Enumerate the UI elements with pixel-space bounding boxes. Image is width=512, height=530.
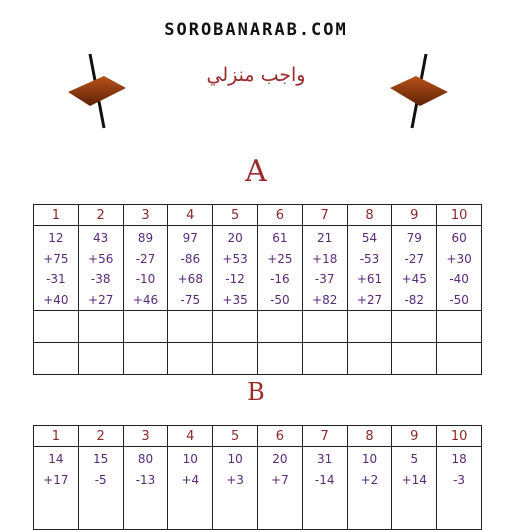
problem-number: 18	[451, 452, 467, 466]
problem-number: 97	[182, 231, 198, 245]
problem-number: -16	[270, 272, 290, 286]
column-number: 10	[437, 205, 482, 226]
problem-number: 60	[451, 231, 467, 245]
problem-cell	[392, 226, 437, 311]
problem-cell	[213, 447, 258, 530]
problem-number: +61	[356, 272, 383, 286]
problem-number: 10	[182, 452, 198, 466]
problem-cell	[123, 447, 168, 530]
column-number: 1	[34, 426, 79, 447]
answer-cell[interactable]	[257, 343, 302, 375]
problem-cell	[437, 447, 482, 530]
problem-number: 80	[137, 452, 154, 466]
column-number: 8	[347, 426, 392, 447]
problem-number: -10	[135, 272, 156, 286]
problem-number: +25	[267, 251, 293, 266]
problem-number: -12	[225, 272, 245, 286]
answer-cell[interactable]	[302, 311, 347, 343]
column-number: 2	[78, 205, 123, 226]
problem-cell	[302, 226, 347, 311]
homework-title: واجب منزلي	[206, 64, 306, 86]
column-number: 4	[168, 426, 213, 447]
column-number: 6	[257, 426, 302, 447]
column-number: 3	[123, 426, 168, 447]
answer-row	[34, 343, 482, 375]
problem-number: 10	[361, 452, 378, 466]
answer-cell[interactable]	[78, 343, 123, 375]
column-number: 6	[257, 205, 302, 226]
problem-number: -3	[453, 472, 466, 487]
problem-number: -40	[449, 272, 469, 286]
problem-number: 12	[48, 231, 64, 245]
problem-number: +2	[360, 472, 379, 487]
answer-cell[interactable]	[34, 311, 79, 343]
problem-number: -14	[314, 472, 335, 487]
problem-number: +27	[356, 292, 383, 307]
site-title: SOROBANARAB.COM	[164, 20, 348, 40]
problem-number: 79	[406, 231, 422, 245]
column-number: 7	[302, 205, 347, 226]
problem-number: +40	[43, 292, 69, 307]
problem-cell	[78, 447, 123, 530]
problem-number: -50	[449, 292, 469, 307]
problem-number: +35	[222, 292, 248, 307]
problem-number: -50	[270, 292, 290, 307]
problem-cell	[78, 226, 123, 311]
problem-number: +82	[312, 292, 338, 307]
problem-number: -53	[359, 251, 380, 266]
problem-number: +53	[222, 251, 248, 266]
problem-number: +3	[226, 472, 244, 487]
problem-number: +27	[88, 292, 114, 307]
problem-cell	[302, 447, 347, 530]
answer-cell[interactable]	[347, 311, 392, 343]
numbers-row	[34, 447, 482, 530]
answer-cell[interactable]	[437, 311, 482, 343]
answer-cell[interactable]	[302, 343, 347, 375]
answer-cell[interactable]	[123, 311, 168, 343]
problem-number: 10	[227, 452, 243, 466]
problem-number: 21	[317, 231, 333, 245]
column-number: 4	[168, 205, 213, 226]
answer-cell[interactable]	[213, 343, 258, 375]
problem-number: +68	[177, 272, 203, 286]
answer-cell[interactable]	[437, 343, 482, 375]
header-row	[34, 205, 482, 226]
answer-cell[interactable]	[347, 343, 392, 375]
answer-cell[interactable]	[213, 311, 258, 343]
problem-number: +17	[43, 472, 69, 487]
problem-number: +30	[446, 251, 472, 266]
problem-cell	[34, 226, 79, 311]
numbers-row	[34, 226, 482, 311]
column-number: 10	[437, 426, 482, 447]
problem-cell	[123, 226, 168, 311]
problem-cell	[213, 226, 258, 311]
section-a-table	[33, 204, 482, 375]
problem-number: -75	[180, 292, 201, 307]
problem-number: -86	[180, 251, 201, 266]
answer-cell[interactable]	[392, 311, 437, 343]
problem-number: -37	[314, 272, 335, 286]
problem-number: +4	[181, 472, 200, 487]
problem-number: 31	[317, 452, 333, 466]
column-number: 5	[213, 205, 258, 226]
problem-number: 15	[93, 452, 109, 466]
answer-cell[interactable]	[392, 343, 437, 375]
problem-number: -5	[94, 472, 107, 487]
problem-number: +14	[401, 472, 427, 487]
problem-number: -38	[90, 272, 111, 286]
section-a-label: A	[245, 154, 267, 189]
header-row	[34, 426, 482, 447]
answer-cell[interactable]	[168, 311, 213, 343]
column-number: 5	[213, 426, 258, 447]
section-b-label: B	[247, 378, 265, 406]
problem-number: -27	[135, 251, 156, 266]
problem-number: 61	[272, 231, 288, 245]
problem-number: -82	[404, 292, 425, 307]
section-b-table	[33, 425, 482, 530]
problem-number: 43	[93, 231, 109, 245]
problem-number: +56	[88, 251, 114, 266]
problem-number: 89	[137, 231, 154, 245]
column-number: 3	[123, 205, 168, 226]
problem-number: 20	[227, 231, 243, 245]
column-number: 1	[34, 205, 79, 226]
answer-row	[34, 311, 482, 343]
column-number: 8	[347, 205, 392, 226]
problem-number: +75	[43, 251, 69, 266]
problem-cell	[347, 447, 392, 530]
answer-cell[interactable]	[78, 311, 123, 343]
problem-number: +18	[312, 251, 338, 266]
problem-cell	[34, 447, 79, 530]
problem-number: -13	[135, 472, 156, 487]
column-number: 7	[302, 426, 347, 447]
problem-number: 5	[410, 452, 419, 466]
column-number: 2	[78, 426, 123, 447]
column-number: 9	[392, 426, 437, 447]
problem-number: 54	[361, 231, 378, 245]
problem-number: +46	[132, 292, 159, 307]
problem-number: +7	[271, 472, 289, 487]
answer-cell[interactable]	[123, 343, 168, 375]
problem-number: -31	[46, 272, 66, 286]
answer-cell[interactable]	[34, 343, 79, 375]
problem-cell	[437, 226, 482, 311]
problem-cell	[257, 226, 302, 311]
answer-cell[interactable]	[257, 311, 302, 343]
problem-number: 20	[272, 452, 288, 466]
problem-cell	[257, 447, 302, 530]
problem-cell	[168, 447, 213, 530]
problem-cell	[347, 226, 392, 311]
problem-number: 14	[48, 452, 64, 466]
problem-cell	[168, 226, 213, 311]
problem-cell	[392, 447, 437, 530]
column-number: 9	[392, 205, 437, 226]
answer-cell[interactable]	[168, 343, 213, 375]
problem-number: +45	[401, 272, 427, 286]
problem-number: -27	[404, 251, 425, 266]
